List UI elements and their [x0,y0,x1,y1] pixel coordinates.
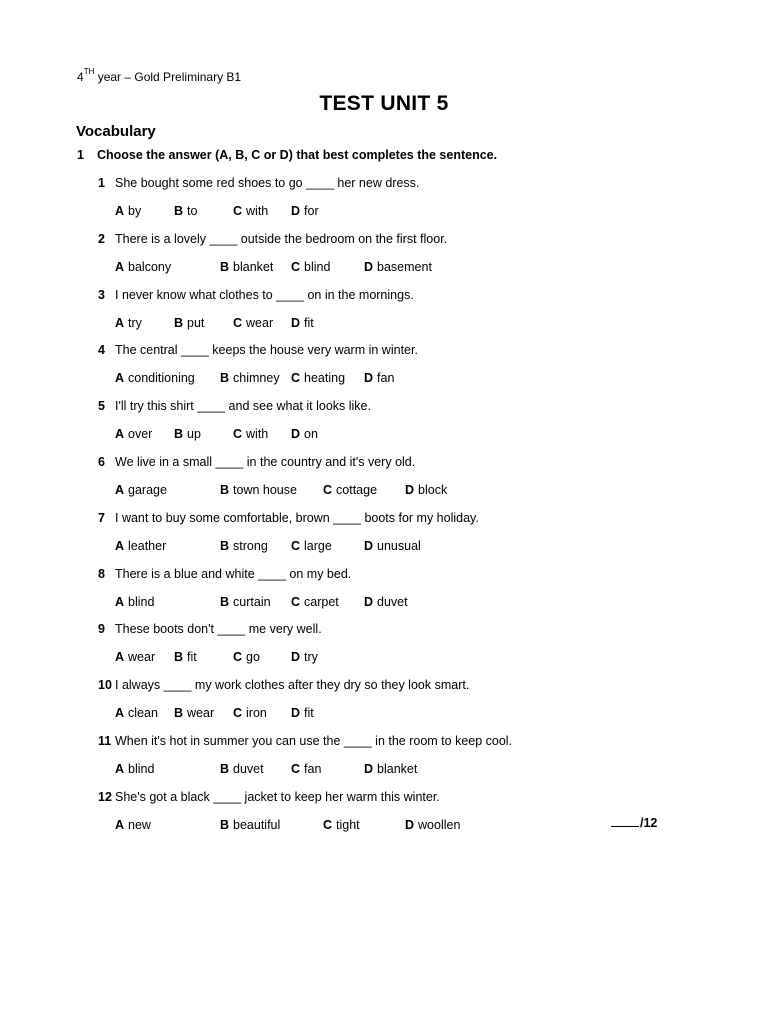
option-letter: B [220,595,230,609]
option-a[interactable] [115,650,155,664]
option-letter: B [220,371,230,385]
options-row [115,371,715,387]
exercise-text: Choose the answer (A, B, C or D) that best completes the sentence. [97,148,498,162]
question-text: There is a blue and white ____ on my bed. [115,567,352,581]
level-text: year – Gold Preliminary B1 [94,70,242,84]
option-text: fan [304,762,322,776]
option-text: put [187,316,205,330]
question-text: These boots don't ____ me very well. [115,622,322,636]
option-a[interactable] [115,762,154,776]
option-a[interactable] [115,706,158,720]
option-letter: C [291,762,301,776]
option-text: unusual [377,539,421,553]
option-d[interactable] [364,371,394,385]
question-2 [98,232,447,246]
option-letter: B [174,204,184,218]
question-text: When it's hot in summer you can use the ____ in the room to keep cool. [115,734,513,748]
option-letter: C [233,706,243,720]
question-12 [98,790,440,804]
question-text: She bought some red shoes to go ____ her new dress. [115,176,420,190]
question-text: We live in a small ____ in the country and it's very old. [115,455,416,469]
option-letter: C [291,595,301,609]
question-number: 10 [98,678,112,692]
question-11 [98,734,512,748]
option-text: with [246,204,269,218]
option-letter: D [405,483,415,497]
question-number: 1 [98,176,105,190]
option-text: with [246,427,269,441]
option-a[interactable] [115,818,151,832]
option-b[interactable] [174,706,214,720]
option-letter: D [364,539,374,553]
option-b[interactable] [174,427,201,441]
option-text: strong [233,539,268,553]
option-text: to [187,204,198,218]
question-10 [98,678,469,692]
option-d[interactable] [291,316,314,330]
option-letter: A [115,204,125,218]
question-number: 11 [98,734,112,748]
option-text: on [304,427,318,441]
question-6 [98,455,415,469]
option-d[interactable] [364,595,408,609]
option-letter: B [220,483,230,497]
option-letter: A [115,595,125,609]
exercise-instruction [77,148,497,162]
option-text: fan [377,371,395,385]
option-text: block [418,483,448,497]
question-7 [98,511,479,525]
question-1 [98,176,419,190]
option-c[interactable] [233,427,268,441]
option-text: wear [246,316,274,330]
option-text: try [128,316,142,330]
option-text: beautiful [233,818,281,832]
options-row [115,483,715,499]
option-a[interactable] [115,371,195,385]
option-letter: D [291,427,301,441]
option-b[interactable] [174,650,197,664]
option-letter: C [233,427,243,441]
option-a[interactable] [115,539,166,553]
option-letter: A [115,650,125,664]
options-row [115,762,715,778]
question-number: 2 [98,232,105,246]
option-c[interactable] [291,762,321,776]
option-d[interactable] [405,483,447,497]
option-text: blanket [377,762,418,776]
option-letter: D [364,260,374,274]
option-letter: C [291,371,301,385]
option-c[interactable] [291,371,345,385]
option-letter: A [115,539,125,553]
option-text: try [304,650,318,664]
option-b[interactable] [220,595,271,609]
option-text: iron [246,706,267,720]
option-c[interactable] [233,650,260,664]
question-text: I never know what clothes to ____ on in the mornings. [115,288,414,302]
option-letter: B [174,650,184,664]
option-text: duvet [377,595,408,609]
option-text: fit [304,706,314,720]
option-c[interactable] [233,316,273,330]
question-3 [98,288,414,302]
option-c[interactable] [233,204,268,218]
option-text: blind [128,762,155,776]
option-text: over [128,427,153,441]
option-text: blanket [233,260,274,274]
question-number: 3 [98,288,105,302]
question-number: 9 [98,622,105,636]
question-text: I always ____ my work clothes after they dry so they look smart. [115,678,470,692]
options-row [115,706,715,722]
option-b[interactable] [174,204,197,218]
option-letter: D [291,706,301,720]
option-text: wear [128,650,156,664]
option-c[interactable] [323,483,377,497]
question-number: 8 [98,567,105,581]
options-row [115,539,715,555]
option-letter: B [220,818,230,832]
options-row [115,595,715,611]
option-b[interactable] [220,818,280,832]
question-text: There is a lovely ____ outside the bedroom on the first floor. [115,232,448,246]
option-text: up [187,427,201,441]
level-number: 4 [77,70,84,84]
question-text: I'll try this shirt ____ and see what it looks like. [115,399,371,413]
option-b[interactable] [220,539,268,553]
option-text: duvet [233,762,264,776]
option-letter: B [174,706,184,720]
option-c[interactable] [233,706,267,720]
option-a[interactable] [115,427,152,441]
options-row [115,316,715,332]
option-b[interactable] [220,371,280,385]
exercise-number: 1 [77,148,84,162]
option-c[interactable] [291,260,330,274]
section-heading: Vocabulary [76,123,156,140]
option-a[interactable] [115,316,142,330]
option-text: balcony [128,260,172,274]
option-text: large [304,539,332,553]
option-letter: C [233,650,243,664]
option-letter: B [174,427,184,441]
option-text: for [304,204,319,218]
option-letter: C [291,539,301,553]
option-d[interactable] [291,650,318,664]
level-header [77,67,242,84]
question-9 [98,622,322,636]
question-number: 5 [98,399,105,413]
option-letter: C [323,483,333,497]
option-c[interactable] [291,539,332,553]
option-letter: D [291,204,301,218]
option-text: new [128,818,151,832]
option-text: carpet [304,595,339,609]
option-text: leather [128,539,167,553]
question-5 [98,399,371,413]
option-a[interactable] [115,483,167,497]
options-row [115,650,715,666]
option-d[interactable] [291,204,319,218]
option-letter: C [233,316,243,330]
options-row [115,427,715,443]
option-d[interactable] [405,818,460,832]
option-text: blind [304,260,331,274]
option-text: garage [128,483,167,497]
question-number: 6 [98,455,105,469]
option-letter: B [220,762,230,776]
option-b[interactable] [220,762,264,776]
question-8 [98,567,351,581]
option-letter: A [115,260,125,274]
question-number: 4 [98,343,105,357]
question-4 [98,343,418,357]
option-letter: A [115,316,125,330]
option-letter: A [115,818,125,832]
score-total: /12 [640,816,658,830]
option-letter: A [115,371,125,385]
option-letter: B [220,539,230,553]
score-box [611,815,657,830]
option-text: wear [187,706,215,720]
question-text: She's got a black ____ jacket to keep her warm this winter. [115,790,440,804]
option-text: woollen [418,818,461,832]
option-text: conditioning [128,371,195,385]
option-text: by [128,204,142,218]
option-c[interactable] [323,818,360,832]
option-text: fit [304,316,314,330]
option-d[interactable] [364,539,421,553]
options-row [115,260,715,276]
option-text: town house [233,483,297,497]
option-b[interactable] [220,483,297,497]
option-letter: A [115,762,125,776]
option-a[interactable] [115,260,171,274]
option-d[interactable] [364,762,417,776]
option-text: basement [377,260,432,274]
option-text: curtain [233,595,271,609]
option-letter: C [233,204,243,218]
option-text: clean [128,706,158,720]
option-letter: D [364,371,374,385]
option-letter: C [323,818,333,832]
option-b[interactable] [220,260,273,274]
question-text: The central ____ keeps the house very warm in winter. [115,343,418,357]
option-letter: A [115,427,125,441]
option-text: blind [128,595,155,609]
score-blank [611,815,639,827]
option-c[interactable] [291,595,339,609]
option-a[interactable] [115,204,141,218]
options-row [115,204,715,220]
option-text: heating [304,371,346,385]
option-letter: A [115,483,125,497]
option-a[interactable] [115,595,154,609]
option-text: go [246,650,260,664]
option-text: fit [187,650,197,664]
question-number: 7 [98,511,105,525]
option-d[interactable] [364,260,432,274]
level-suffix: TH [83,67,95,76]
question-number: 12 [98,790,112,804]
option-text: tight [336,818,360,832]
option-d[interactable] [291,427,318,441]
option-d[interactable] [291,706,314,720]
option-letter: D [291,650,301,664]
option-letter: B [220,260,230,274]
option-text: cottage [336,483,378,497]
option-letter: B [174,316,184,330]
page-title: TEST UNIT 5 [319,92,449,115]
option-b[interactable] [174,316,204,330]
option-letter: D [364,595,374,609]
option-letter: D [405,818,415,832]
question-text: I want to buy some comfortable, brown ____ boots for my holiday. [115,511,479,525]
option-letter: A [115,706,125,720]
option-text: chimney [233,371,280,385]
option-letter: D [291,316,301,330]
option-letter: C [291,260,301,274]
option-letter: D [364,762,374,776]
